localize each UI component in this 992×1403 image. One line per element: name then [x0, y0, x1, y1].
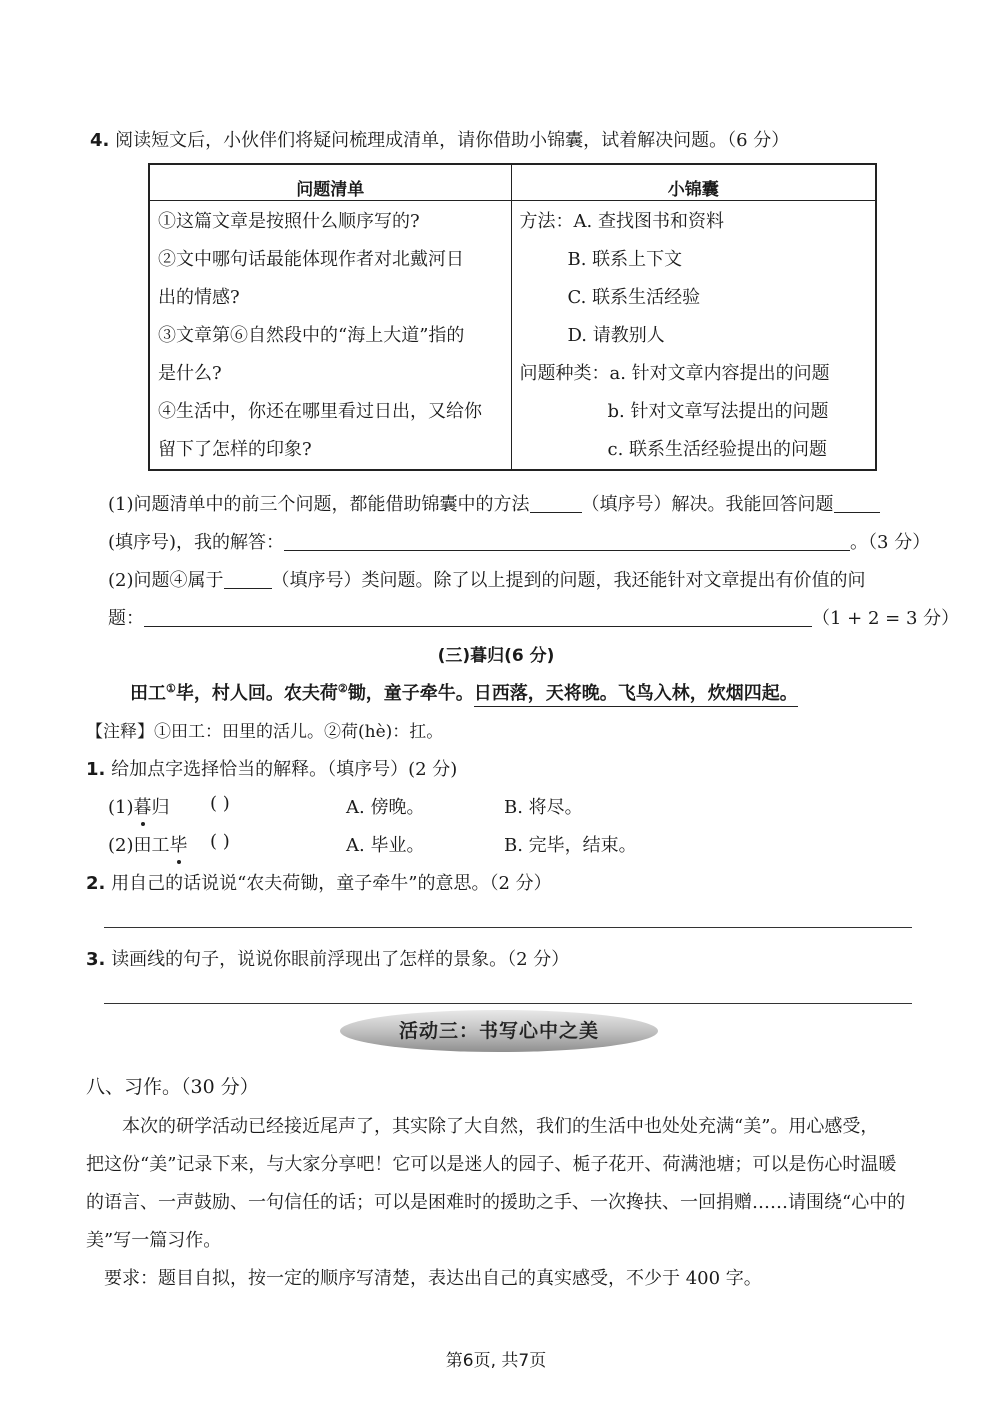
poem-part: 锄，童子牵牛。 [347, 683, 474, 704]
subquestion-text: 。（3 分） [850, 532, 931, 553]
answer-blank[interactable] [224, 568, 272, 589]
list-item: ②文中哪句话最能体现作者对北戴河日 [158, 249, 464, 270]
option-b: B. 完毕，结束。 [504, 835, 637, 856]
item-label: (1) [108, 797, 134, 818]
answer-line[interactable] [284, 530, 850, 551]
activity-banner: 活动三：书写心中之美 [340, 1010, 658, 1052]
list-item: ③文章第⑥自然段中的“海上大道”指的 [158, 325, 465, 346]
table-header-questions: 问题清单 [149, 164, 511, 201]
subquestion-text: (填序号)，我的解答： [108, 532, 285, 553]
footnote-marker: ① [166, 682, 176, 695]
dotted-character: 毕 [169, 835, 188, 856]
answer-line[interactable] [144, 606, 812, 627]
s3-question-1 [86, 755, 457, 781]
option-a: A. 傍晚。 [346, 797, 425, 818]
question-4-heading [90, 126, 789, 152]
list-item: c. 联系生活经验提出的问题 [607, 439, 828, 460]
essay-paragraph-line: 本次的研学活动已经接近尾声了，其实除了大自然，我们的生活中也处处充满“美”。用心感受， [122, 1116, 879, 1137]
option-b: B. 将尽。 [504, 797, 583, 818]
answer-paren[interactable]: ( ) [210, 831, 230, 852]
list-item: 留下了怎样的印象? [158, 439, 312, 460]
list-item: B. 联系上下文 [567, 249, 683, 270]
question-text: 读画线的句子，说说你眼前浮现出了怎样的景象。（2 分） [111, 949, 570, 970]
section-8-title: 八、习作。（30 分） [86, 1076, 259, 1098]
answer-blank[interactable] [834, 492, 880, 513]
essay-paragraph-line: 美”写一篇习作。 [86, 1230, 222, 1251]
list-item: 是什么? [158, 363, 222, 384]
subquestion-text: (1)问题清单中的前三个问题，都能借助锦囊中的方法 [108, 494, 530, 515]
subquestion-text: 题： [108, 608, 144, 629]
question-number: 3. [86, 949, 106, 970]
answer-line[interactable] [104, 927, 912, 928]
underlined-sentence: 日西落，天将晚。飞鸟入林，炊烟四起。 [474, 683, 798, 707]
answer-line[interactable] [104, 1003, 912, 1004]
list-item: D. 请教别人 [567, 325, 665, 346]
list-item: C. 联系生活经验 [567, 287, 701, 308]
dotted-character: 暮 [133, 797, 152, 818]
question-number: 4. [90, 130, 110, 151]
subquestion-1-line-1 [108, 490, 880, 516]
question-list-table [148, 163, 877, 471]
subquestion-text: （填序号）类问题。除了以上提到的问题，我还能针对文章提出有价值的问 [271, 570, 866, 591]
item-label: 归 [151, 797, 170, 818]
list-item: ①这篇文章是按照什么顺序写的? [158, 211, 420, 232]
question-text: 用自己的话说说“农夫荷锄，童子牵牛”的意思。（2 分） [111, 873, 552, 894]
page-number: 第6页, 共7页 [445, 1351, 547, 1371]
subquestion-2-line-1 [108, 566, 866, 592]
poem-text [130, 679, 798, 705]
annotation-note: 【注释】①田工：田里的活儿。②荷(hè)：扛。 [86, 722, 444, 742]
essay-paragraph-line: 把这份“美”记录下来，与大家分享吧！它可以是迷人的园子、栀子花开、荷满池塘；可以是伤心时温暖 [86, 1154, 897, 1175]
essay-requirement: 要求：题目自拟，按一定的顺序写清楚，表达出自己的真实感受，不少于 400 字。 [104, 1268, 762, 1289]
list-item: 问题种类：a. 针对文章内容提出的问题 [519, 363, 830, 384]
question-text: 阅读短文后，小伙伴们将疑问梳理成清单，请你借助小锦囊，试着解决问题。（6 分） [115, 130, 790, 151]
footnote-marker: ② [337, 682, 348, 695]
s3-q1-row-1 [108, 793, 170, 819]
poem-part: 田工 [130, 683, 166, 704]
subquestion-text: （1 + 2 = 3 分） [812, 608, 960, 629]
subquestion-text: (2)问题④属于 [108, 570, 224, 591]
list-item: b. 针对文章写法提出的问题 [607, 401, 829, 422]
answer-blank[interactable] [530, 492, 582, 513]
subquestion-2-line-2 [108, 604, 959, 630]
tips-cell [511, 201, 876, 471]
item-label: (2)田工 [108, 835, 170, 856]
question-text: 给加点字选择恰当的解释。（填序号）(2 分) [111, 759, 458, 780]
subquestion-text: （填序号）解决。我能回答问题 [581, 494, 834, 515]
table-header-tips: 小锦囊 [511, 164, 876, 201]
option-a: A. 毕业。 [346, 835, 425, 856]
subquestion-1-line-2 [108, 528, 930, 554]
list-item: 方法：A. 查找图书和资料 [519, 211, 724, 232]
list-item: ④生活中，你还在哪里看过日出，又给你 [158, 401, 482, 422]
s3-question-2 [86, 869, 552, 895]
section-3-title: (三)暮归(6 分) [437, 646, 555, 666]
s3-question-3 [86, 945, 569, 971]
poem-part: 毕，村人回。农夫荷 [175, 683, 338, 704]
question-number: 1. [86, 759, 106, 780]
s3-q1-row-2 [108, 831, 188, 857]
question-number: 2. [86, 873, 106, 894]
essay-paragraph-line: 的语言、一声鼓励、一句信任的话；可以是困难时的援助之手、一次搀扶、一回捐赠……请围绕“心中的 [86, 1192, 906, 1213]
list-item: 出的情感? [158, 287, 240, 308]
answer-paren[interactable]: ( ) [210, 793, 230, 814]
question-list-cell [149, 201, 511, 471]
